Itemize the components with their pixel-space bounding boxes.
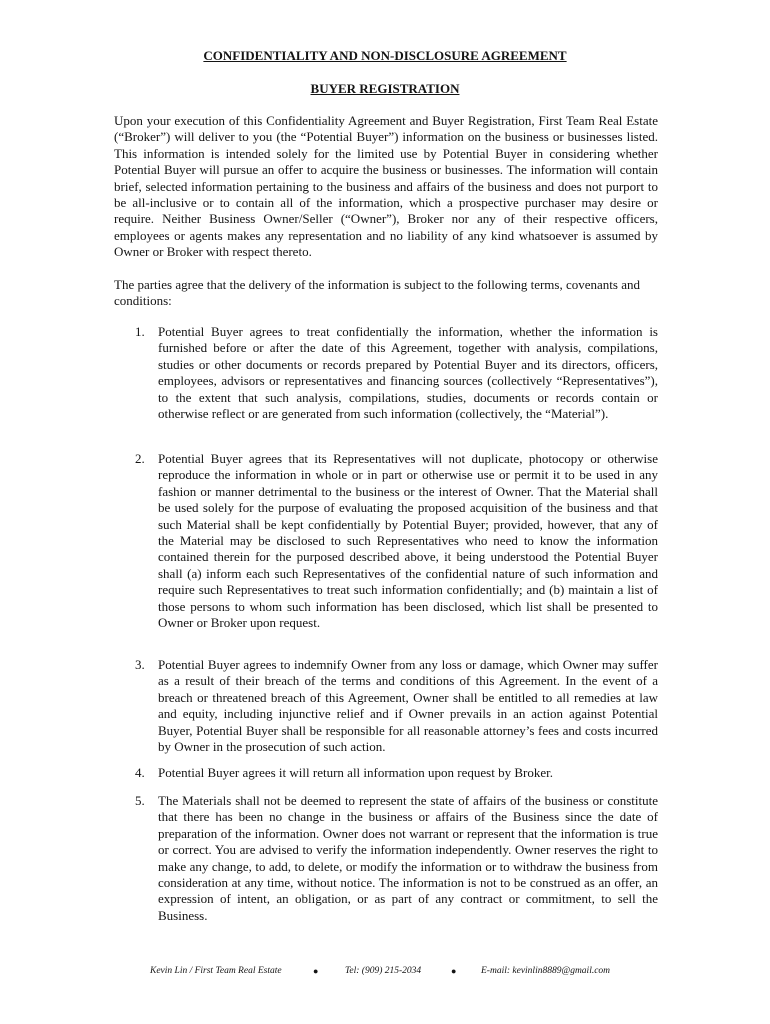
bullet-icon: ● — [451, 966, 457, 976]
document-title: CONFIDENTIALITY AND NON-DISCLOSURE AGREEMENT — [203, 48, 567, 63]
intro-paragraph: Upon your execution of this Confidentiality Agreement and Buyer Registration, First Team Real Estate (“Broker”) will deliver to you (the “Potential Buyer”) information on the business or businesses listed. This information is intended solely for the limited use by Potential Buyer in considering whether Potential Buyer will pursue an offer to acquire the business or businesses. The information will contain brief, selected information pertaining to the business and affairs of the business and does not purport to be all-inclusive or to contain all of the information, which a prospective purchaser may desire or require. Neither Business Owner/Seller (“Owner”), Broker nor any of their respective officers, employees or agents makes any representation and no liability of any kind whatsoever is assumed by Owner or Broker with respect thereto. — [114, 113, 658, 260]
terms-intro-paragraph: The parties agree that the delivery of the information is subject to the following terms, covenants and conditions: — [114, 277, 640, 309]
footer-email: E-mail: kevinlin8889@gmail.com — [481, 966, 611, 976]
list-item-number: 2. — [135, 451, 145, 466]
list-item-number: 5. — [135, 793, 145, 808]
footer-phone: Tel: (909) 215-2034 — [345, 966, 422, 976]
list-item-text: The Materials shall not be deemed to represent the state of affairs of the business or constitute that there has been no change in the business or affairs of the Business since the date of preparation of the information. Owner does not warrant or represent that the information is true or correct. You are advised to verify the information independently. Owner reserves the right to make any change, to add, to delete, or modify the information or to withdraw the business from consideration at any time, without notice. The information is not to be construed as an offer, an expression of intent, an obligation, or as part of any contract or commitment, to sell the Business. — [158, 793, 658, 923]
list-item-text: Potential Buyer agrees that its Representatives will not duplicate, photocopy or otherwise reproduce the information in whole or in part or otherwise use or permit it to be used in any fashion or manner detrimental to the business or the interest of Owner. That the Material shall be used solely for the purpose of evaluating the proposed acquisition of the business and that such Material shall be kept confidentially by Potential Buyer; provided, however, that any of the Material may be disclosed to such Representatives who need to know the information contained therein for the purposed described above, it being understood the Potential Buyer shall (a) inform each such Representatives of the confidential nature of such information and require such Representatives to treat such information confidentially; and (b) maintain a list of those persons to whom such information has been disclosed, which list shall be presented to Owner or Broker upon request. — [158, 451, 658, 631]
list-item-text: Potential Buyer agrees it will return all information upon request by Broker. — [158, 765, 553, 780]
footer-name: Kevin Lin / First Team Real Estate — [150, 966, 282, 976]
list-item-number: 1. — [135, 324, 145, 339]
list-item-number: 4. — [135, 765, 145, 780]
list-item-text: Potential Buyer agrees to indemnify Owner from any loss or damage, which Owner may suffer as a result of their breach of the terms and conditions of this Agreement. In the event of a breach or threatened breach of this Agreement, Owner shall be entitled to all remedies at law and equity, including injunctive relief and if Owner prevails in an action against Potential Buyer, Potential Buyer shall be responsible for all reasonable attorney’s fees and costs incurred by Owner in the prosecution of such action. — [158, 657, 658, 755]
list-item-text: Potential Buyer agrees to treat confidentially the information, whether the information is furnished before or after the date of this Agreement, together with analysis, compilations, studies or other documents or records prepared by Potential Buyer and its directors, officers, employees, advisors or representatives and financing sources (collectively “Representatives”), to the extent that such analysis, compilations, studies, documents or records contain or otherwise reflect or are generated from such information (collectively, the “Material”). — [158, 324, 658, 422]
bullet-icon: ● — [313, 966, 319, 976]
document-subtitle: BUYER REGISTRATION — [310, 81, 460, 96]
list-item-number: 3. — [135, 657, 145, 672]
